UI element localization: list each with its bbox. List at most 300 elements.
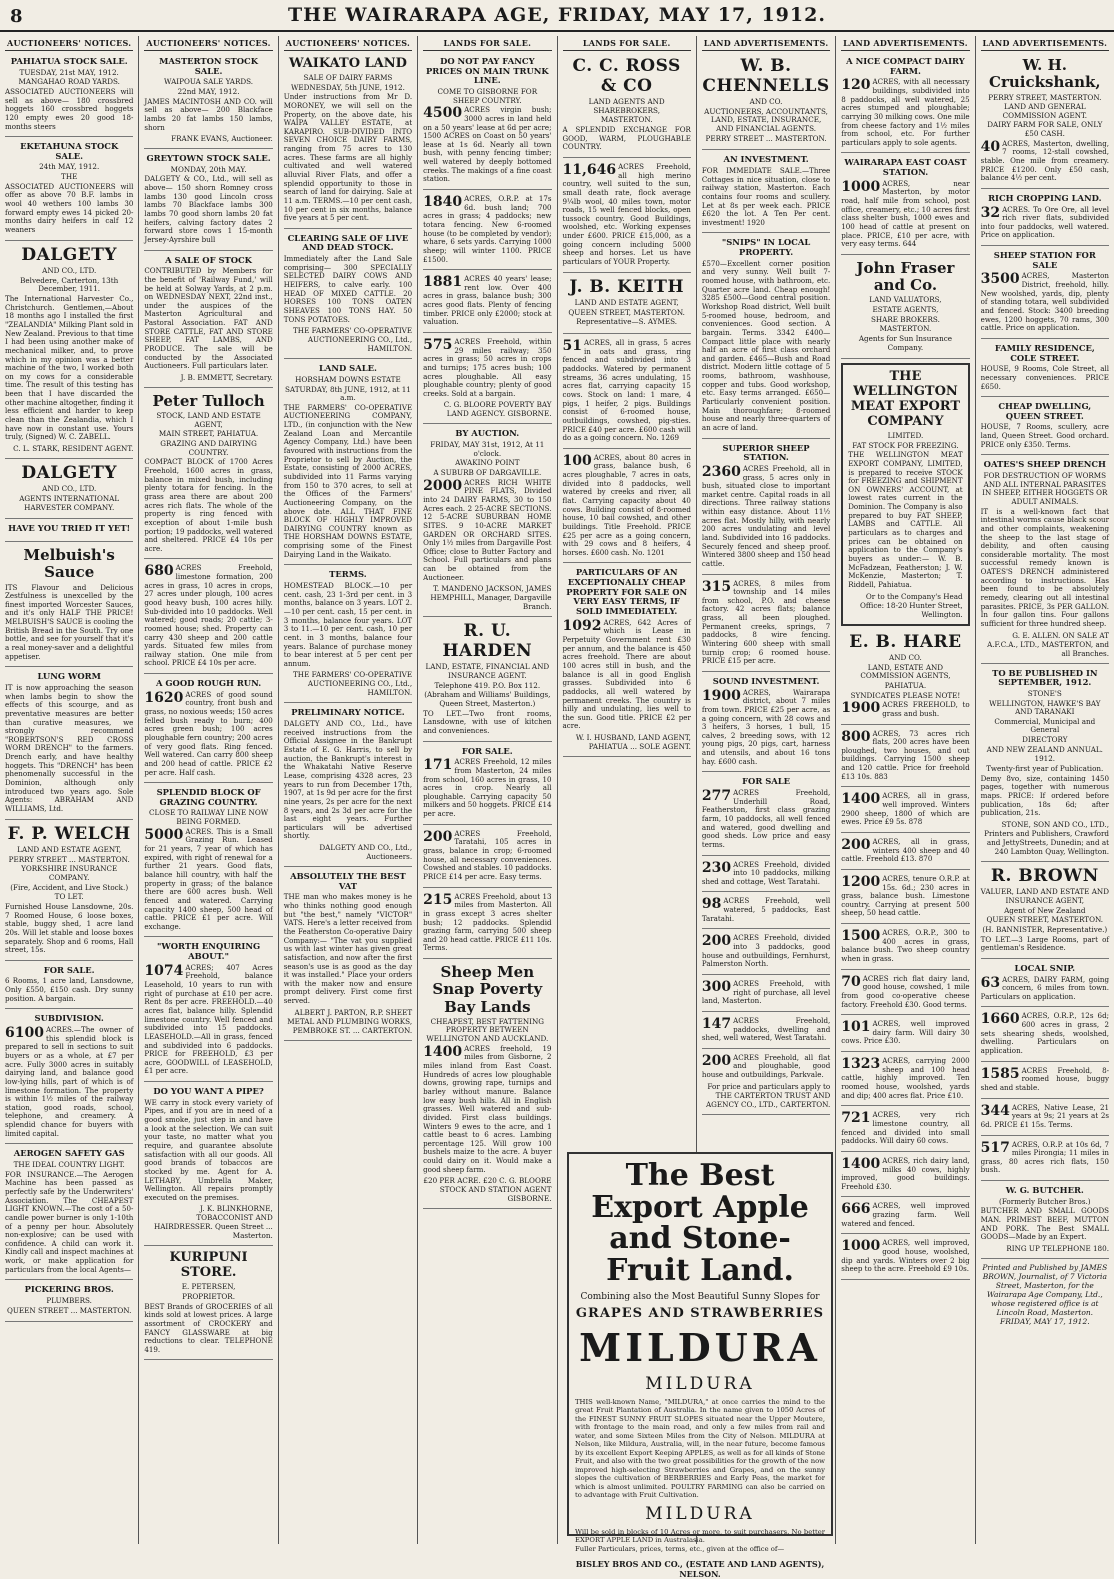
- ad-body: [981, 508, 1109, 629]
- ad-heading: DO YOU WANT A PIPE?: [153, 1086, 264, 1097]
- ad-body-text: ACRES 40 years' lease; rent low. Over 400 acres in grass, balance bush; 300 acres good flats. Plenty of fencing timber. PRICE only £2000; stock at valuation.: [423, 274, 552, 327]
- advertisement: [563, 565, 691, 757]
- advertisement: [423, 619, 551, 741]
- ad-body: [423, 479, 551, 583]
- acreage-figure: 101: [841, 1019, 871, 1036]
- ad-subheading: GRAZING AND DAIRYING COUNTRY.: [160, 439, 257, 457]
- ad-body-text: WE carry in stock every variety of Pipes, and if you are in need of a good smoke, just step in and have a look at the selection. We can suit your taste, no matter what you require, and guarantee absolute satisfaction with all our goods. All good brands of tobaccos are stocked by me. Agent for A. LETHABY, Umbrella Maker, Wellington. All repairs promptly executed on the premises.: [144, 1097, 273, 1202]
- acreage-figure: 277: [701, 788, 732, 805]
- column-heading: AUCTIONEERS' NOTICES.: [284, 38, 412, 51]
- advertisement: [5, 963, 133, 1010]
- ad-body-text: ACRES, very rich limestone country, all fenced and divided into small paddocks. Will dairy 60 cows.: [841, 1110, 970, 1146]
- ad-subheading: THE IDEAL COUNTRY LIGHT.: [13, 1160, 125, 1170]
- ad-heading: W. H. Cruickshank,: [989, 56, 1101, 92]
- ad-subheading: QUEEN STREET, MASTERTON.: [568, 307, 685, 317]
- ad-subheading: SHARE BROKERS.: [870, 314, 940, 324]
- ad-body-text: FOR IMMEDIATE SALE.—Three Cottages in nice situation, close to railway station, Masterton. Each contains four rooms and scullery. Let at 8s per week each. PRICE £620 the lot. A Ten Per cent. investment! 1920: [701, 165, 831, 227]
- ad-body: [841, 1239, 969, 1274]
- ad-body-text: ACRES Freehold, divided into 10 paddocks, milking shed and cottage, West Taratahi.: [701, 859, 831, 886]
- advertisement: [423, 335, 551, 424]
- advertisement: [5, 139, 133, 240]
- ad-body: [841, 792, 969, 827]
- ad-subheading: CLOSE TO RAILWAY LINE NOW BEING FORMED.: [148, 808, 269, 827]
- ad-heading: MASTERTON STOCK SALE.: [159, 56, 258, 76]
- acreage-figure: 4500: [423, 105, 463, 122]
- ad-body-text: Under instructions from Mr D. MORONEY, we will sell on the Property, on the above date, his WAIPA VALLEY ESTATE, at KARAPIRO. SUB-DIVIDED INTO SEVEN CHOICE DAIRY FARMS, ranging from 75 acres to 130 acres. These farms are all highly cultivated and well watered alluvial River Flats, and offer a splendid opportunity to those in search of land for dairying. Sale at 11 a.m. TERMS.—10 per cent cash, 10 per cent in six months, balance five years at 5 per cent.: [283, 92, 413, 223]
- ad-body: [563, 339, 691, 443]
- ad-body-text: ASSOCIATED AUCTIONEERS will offer as above 70 B.F. lambs in wool 40 wethers 100 lambs 30 forward empty ewes 14 picked 20-months dairy heifers in calf 12 weaners: [5, 181, 134, 234]
- ad-subheading: TUESDAY, 21st MAY, 1912.: [19, 67, 119, 77]
- ad-subheading: (Fire, Accident, and Live Stock.): [10, 882, 129, 892]
- advertisement: [144, 1248, 272, 1360]
- ad-body: [144, 267, 272, 371]
- ad-body: [5, 977, 133, 1003]
- ad-body-text: ACRES Freehold, Taratahi, 105 acres in grass, balance in crop; 6-roomed house, all necessary conveniences. Cowshed and stables. 10 paddocks. PRICE £14 per acre. Easy terms.: [423, 828, 552, 881]
- ad-subheading: PROPRIETOR.: [182, 1291, 235, 1301]
- ad-body: [144, 458, 272, 553]
- ad-heading: LUNG WORM: [37, 671, 101, 682]
- acreage-figure: 200: [841, 836, 871, 853]
- ad-body: [848, 451, 962, 589]
- ad-subheading: AND CO., LTD.: [42, 266, 97, 276]
- ad-body-text: ACRES, carrying 2000 sheep and 100 head cattle, highly improved. Ten roomed house, woolshed, yards and dip; 400 acres flat. Price £10.: [841, 1056, 970, 1100]
- ad-subheading: PERRY STREET, MASTERTON.: [988, 92, 1102, 102]
- ad-body: [841, 78, 969, 147]
- ad-body: [841, 1057, 969, 1100]
- ad-body: [981, 1207, 1109, 1242]
- ad-subheading: QUEEN STREET, MASTERTON.: [986, 915, 1104, 925]
- ad-body-text: ACRES, O.R.P., 12s 6d; 600 acres in grass, 2 sets shearing sheds, woolshed, dwelling. Particulars on application.: [980, 1011, 1109, 1056]
- ad-heading: THE WELLINGTON MEAT EXPORT COMPANY: [850, 369, 961, 430]
- ad-body: [144, 828, 272, 932]
- acreage-figure: 1074: [144, 962, 184, 979]
- ad-heading: SPLENDID BLOCK OF GRAZING COUNTRY.: [156, 787, 261, 807]
- ad-heading: ABSOLUTELY THE BEST VAT: [290, 871, 406, 891]
- ad-heading: DO NOT PAY FANCY PRICES ON MAIN TRUNK LINE.: [425, 56, 549, 86]
- ad-body: [5, 295, 133, 442]
- ad-body-text: ACRES.—The owner of this splendid block is prepared to sell in sections to suit buyers or as a whole, at £7 per acre. Fully 3000 acres in suitably dairying land, and balance good low-lying hills, part of which is of limestone formation. The property is within 1½ miles of the railway station, good roads, school, telephone, and creamery. A splendid chance for buyers with limited capital.: [5, 1025, 134, 1138]
- advertisement: [702, 894, 830, 929]
- ad-subheading: 24th MAY, 1912.: [39, 162, 100, 172]
- acreage-figure: 70: [841, 973, 861, 990]
- advertisement: [981, 961, 1109, 1008]
- ad-heading: C. C. ROSS & CO: [572, 56, 681, 96]
- ad-heading: E. B. HARE: [849, 631, 962, 652]
- acreage-figure: 51: [562, 338, 582, 355]
- column-heading: LANDS FOR SALE.: [423, 38, 551, 51]
- ad-body: [284, 720, 412, 841]
- ad-body-text: Immediately after the Land Sale comprising— 300 SPECIALLY SELECTED DAIRY COWS AND HEIFERS, to calve early. 100 HEAD OF MIXED CATTLE. 20 HORSES 100 TONS OATEN SHEAVES 100 TONS HAY. 50 TONS POTATOES.: [283, 254, 413, 324]
- advertisement: [981, 666, 1109, 862]
- advertisement: [144, 54, 272, 149]
- ad-body-text: ACRES Freehold, all high merino country, well suited to the sun, small death rate, flock average 9¼lb wool, 40 miles town, motor roads, 15 well fenced blocks, open tussock country. Good Buildings, woolshed, etc. Working expenses under £600. PRICE £15,000, as a going concern including 5000 sheep and horses. Let us have particulars of YOUR Property.: [562, 161, 691, 266]
- column-4: [418, 36, 557, 1544]
- ad-heading: R. U. HARDEN: [442, 621, 533, 661]
- ad-heading: WAIKATO LAND: [288, 56, 407, 71]
- advertisement: [5, 461, 133, 519]
- ad-heading: W. B. CHENNELLS: [702, 56, 830, 96]
- advertisement: [981, 1183, 1109, 1259]
- ad-heading: OATES'S SHEEP DRENCH: [983, 459, 1106, 470]
- ad-body-text: ACRES, all in grass, 5 acres in oats and grass, ring fenced and subdivided into 3 paddocks. Watered by permanent streams, 36 acres undulating, 15 acres flat, carrying capacity 15 cows. Stock on land: 1 mare, 4 pigs, 1 heifer, 2 pigs. Buildings consist of 6-roomed house, outbuildings, cowshed, pig-sties. PRICE £40 per acre. £600 cash will do as a going concern. No. 1269: [562, 338, 691, 443]
- advertisement: [423, 744, 551, 825]
- ad-body-text: ACRES, Masterton, dwelling, 7 rooms, 12-stall cowshed, stable. One mile from creamery. PRICE £1200. Only £50 cash, balance 4½ per cent.: [980, 138, 1109, 183]
- advertisement: [841, 54, 969, 153]
- ad-subheading: FOR DESTRUCTION OF WORMS AND ALL INTERNAL PARASITES IN SHEEP, EITHER HOGGETS OR ADULT ANIMALS.: [982, 471, 1108, 506]
- ad-body: [841, 730, 969, 782]
- ad-body: [5, 684, 133, 814]
- ad-body: [563, 163, 691, 267]
- ad-subheading: HORSHAM DOWNS ESTATE: [295, 374, 401, 384]
- ad-body-text: £570—Excellent corner position and very sunny. Well built 7-roomed house, with bathroom, etc. Quarter acre land. Cheap enough! 3285 £500—Good central position. Workshop Road district, Well built 5-roomed house, bedroom, and conveniences. Good section. A bargain. Terms. 3342 £400—Compact little place with nearly half an acre of first class orchard and garden. £465—Bush and Road district. Modern little cottage of 5 rooms, bathroom, washhouse, copper and tubs. Good workshop, etc. Easy terms arranged. £650—Particularly convenient position. Main thoroughfare; 8-roomed house and nearly three-quarters of an acre of land.: [701, 258, 831, 432]
- acreage-figure: 721: [841, 1110, 871, 1127]
- ad-heading: LAND SALE.: [318, 363, 377, 374]
- ad-body-text: ACRES freehold, 19 miles from Gisborne, 2 miles inland from East Coast. Hundreds of acres low ploughable downs, growing rape, turnips and barley without manure. Balance low easy bush hills. All in English grasses. Well watered and sub-divided. First class buildings. Winters 9 ewes to the acre, and 1 cattle beast to 6 acres. Lambing percentage 125. Will grow 100 bushels maize to the acre. A buyer could dairy on it. Would make a good sheep farm.: [423, 1043, 552, 1174]
- ad-body-text: IT is now approaching the season when lambs begin to show the effects of this scourge, and as preventative measures are better than curative measures, we strongly recommend "ROBERTSON'S RED CROSS WORM DRENCH" to the farmers. Drench early, and have healthy hoggets. This "DRENCH" has been phenomenally successful in the Dominion, although only introduced two years ago. Sole Agents: ABRAHAM AND WILLIAMS, Ltd.: [5, 682, 134, 813]
- advertisement: [423, 272, 551, 333]
- ad-heading: R. BROWN: [990, 865, 1099, 886]
- advertisement: [702, 977, 830, 1012]
- ad-heading: FOR SALE: [742, 776, 791, 787]
- acreage-figure: 200: [701, 1052, 732, 1069]
- ad-body: [563, 126, 691, 152]
- ad-heading: J. B. KEITH: [569, 276, 685, 297]
- apple-ad-line2: GRAPES AND STRAWBERRIES: [575, 1306, 825, 1321]
- apple-ad-text: THIS well-known Name, "MILDURA," at once carries the mind to the great Fruit Plantation of Australia. In the name given to 1050 Acres of the FINEST SUNNY FRUIT SLOPES situated near the Upper Moutere, with frontage to the main road, and only a few miles from rail and water, and some Sixteen Miles from the City of Nelson. MILDURA at Nelson, like Mildura, Australia, will, in the near future, become famous by its excellent Export Keeping APPLES, as well as for all kinds of Stone Fruit, and also with the two great possibilities for the growth of the now improved high-selecting Strawberries and Grapes, and on the sunny slopes the cultivation of BERBERRIES and Early Peas, the market for which is almost unlimited. POULTRY FARMING can also be carried on to advantage with Fruit Cultivation.: [575, 1398, 825, 1500]
- advertisement: [144, 1084, 272, 1246]
- ad-body: [423, 195, 551, 264]
- ad-body-text: ACRES rich flat dairy land, good house, cowshed, 1 mile from good co-operative cheese factory. Freehold £30. Good terms.: [841, 973, 970, 1009]
- ad-body: [144, 1099, 272, 1203]
- ad-subheading: MASTERTON.: [879, 324, 932, 334]
- ad-body-text: ITS Flavour and Delicious Zestfulness is unexcelled by the finest imported Worcester Sauces, and it's only HALF THE PRICE! MELBUISH'S SAUCE is cooling the British Bread in the South. Try one bottle, and see for yourself that it's a real money-saver and a delightful appetiser.: [5, 582, 134, 661]
- ad-body-text: ACRES. This is a Small Grazing Run. Leased for 21 years, 7 year of which has expired, with right of renewal for a further 21 years. Good flats, balance hill country, with half the property in grass; of the balance there are 600 acres bush. Well fenced and watered. Carrying capacity 1400 sheep, 500 head of cattle. PRICE £1 per acre. Will exchange.: [144, 826, 273, 931]
- advertisement: [702, 931, 830, 975]
- ad-heading: Peter Tulloch: [152, 391, 265, 410]
- ad-subheading: AND CO., LTD.: [42, 484, 97, 494]
- ad-subheading: WELLINGTON, HAWKE'S BAY AND TARANAKI: [989, 698, 1101, 717]
- ad-body: [981, 1104, 1109, 1130]
- ad-body-text: ACRES Freehold, about 13 miles from Masterton. All in grass except 3 acres shelter bush; 12 paddocks. Splendid grazing farm, carrying 500 sheep and 20 head cattle. PRICE £11 10s. Terms.: [423, 891, 552, 953]
- ad-body-text: Demy 8vo, size, containing 1450 pages, together with numerous maps. PRICE: If ordered before publication, 18s 6d; after publication, 21s.: [980, 773, 1109, 818]
- ad-subheading: DIRECTORY: [1022, 735, 1068, 745]
- ad-body-text: TO LET.—Two front rooms, Lansdowne, with use of kitchen and conveniences.: [423, 708, 552, 735]
- column-2: [139, 36, 278, 1544]
- ad-heading: PRELIMINARY NOTICE.: [291, 707, 405, 718]
- ad-body-text: ACRES FREEHOLD, to grass and bush.: [882, 700, 970, 718]
- acreage-figure: 120: [841, 77, 871, 94]
- ad-subheading: CHEAPEST, BEST FATTENING PROPERTY BETWEEN WELLINGTON AND AUCKLAND.: [426, 1016, 549, 1044]
- acreage-figure: 1400: [841, 791, 881, 808]
- advertisement: [841, 727, 969, 788]
- ad-subheading: 1912.: [1034, 754, 1056, 764]
- acreage-figure: 3500: [980, 271, 1020, 288]
- advertisement: [841, 363, 969, 625]
- ad-subheading: Telephone 419. P.O. Box 112.: [434, 680, 541, 690]
- ad-subheading: YORKSHIRE INSURANCE COMPANY.: [21, 864, 118, 883]
- ad-subheading: Representative—S. AYMES.: [576, 317, 678, 327]
- ad-body: [144, 964, 272, 1076]
- ad-heading: SUBDIVISION.: [34, 1013, 104, 1024]
- advertisement: [981, 191, 1109, 246]
- ad-signature: THE FARMERS' CO-OPERATIVE AUCTIONEERING CO., Ltd., HAMILTON.: [293, 670, 413, 698]
- ad-body: [423, 106, 551, 184]
- acreage-figure: 215: [423, 891, 453, 908]
- ad-body-text: ACRES RICH WHITE PINE FLATS, Divided into 24 DAIRY FARMS, 30 to 150 Acres each. 2 25-ACRE SECTIONS. 12 5-ACRE SUBURBAN HOME SITES. 9 10-ACRE MARKET GARDEN OR ORCHARD SITES. Only 1½ miles from Dargaville Post Office; close to Butter Factory and School. Full particulars and plans can be obtained from the Auctioneer.: [423, 477, 552, 582]
- advertisement: [702, 1014, 830, 1049]
- ad-body: [423, 758, 551, 818]
- ad-body: [702, 897, 830, 923]
- ad-body-text: ACRES Freehold, all in grass, 5 acres only in bush, situated close to important market centre. Capital roads in all directions. Three railway stations within easy distance. About 11½ acres flat. Mostly hilly, with nearly 200 acres undulating and level land. Subdivided into 16 paddocks. Securely fenced and sheep proof. Wintered 3800 sheep and 150 head cattle.: [701, 463, 831, 568]
- ad-body-text: 6 Rooms, 1 acre land, Lansdowne, Only £550, £150 cash. Dry sunny position. A bargain.: [5, 976, 134, 1003]
- ad-body: [423, 710, 551, 736]
- advertisement: [841, 1108, 969, 1152]
- ad-body: [423, 1045, 551, 1175]
- acreage-figure: 200: [701, 933, 732, 950]
- advertisement: [981, 457, 1109, 663]
- acreage-figure: 98: [701, 896, 722, 913]
- ad-body-text: ACRES, O.R.P. at 17s 6d. bush land; 700 acres in grass; 4 paddocks; new totara fencing. New 6-roomed house (to be completed by vendor); whare, 6 sets yards. Carrying 1000 sheep; will winter 1100. PRICE £1500.: [423, 194, 552, 264]
- ad-subheading: MONDAY, 20th MAY.: [170, 164, 247, 174]
- ad-subheading: AND CO.: [889, 653, 922, 663]
- ad-body: [144, 175, 272, 244]
- ad-heading: HAVE YOU TRIED IT YET!: [8, 523, 131, 534]
- ad-heading: PICKERING BROS.: [24, 1284, 114, 1295]
- ad-body: [841, 701, 969, 718]
- ad-body-text: ASSOCIATED AUCTIONEERS will sell as above— 180 crossbred hoggets 160 crossbred hoggets 120 empty ewes 20 good 18-months steers: [5, 86, 134, 131]
- ad-body: [284, 893, 412, 1005]
- column-heading: AUCTIONEERS' NOTICES.: [5, 38, 133, 51]
- ad-subheading: Agents for Sun Insurance Company.: [858, 333, 952, 352]
- advertisement: [5, 669, 133, 819]
- ad-body-text: ACRES Freehold, Underhill Road, Featherston, first class grazing farm, 10 paddocks, all well fenced and watered, good dwelling and good sheds. Low price and easy terms.: [701, 788, 831, 849]
- ad-heading: TERMS.: [329, 569, 367, 580]
- ad-heading: DALGETY: [21, 244, 118, 265]
- ad-body-text: THE man who makes money is he who thinks nothing good enough but "the best," namely "VICTOR" VATS. Here's a letter received from the Featherston Co-operative Dairy Company:— "The vat you supplied us with last winter has given great satisfaction, and now after the first season's use is as good as the day it was installed." Place your orders with the maker now and ensure prompt delivery. First come first served.: [283, 892, 413, 1006]
- advertisement: [702, 774, 830, 855]
- advertisement: [5, 243, 133, 459]
- ad-body-text: ACRES Freehold, all flat and ploughable, good house and outbuildings, Parkvale.: [701, 1052, 831, 1080]
- ad-body: [981, 140, 1109, 183]
- ad-heading: FAMILY RESIDENCE, COLE STREET.: [994, 342, 1095, 363]
- column-8: [976, 36, 1114, 1544]
- apple-ad-mildura-2: MILDURA: [645, 1374, 755, 1394]
- ad-body: [981, 365, 1109, 391]
- ad-body: [981, 1067, 1109, 1093]
- ad-subheading: TO LET.: [54, 892, 84, 902]
- acreage-figure: 1323: [841, 1056, 881, 1073]
- ad-heading: F. P. WELCH: [7, 823, 131, 844]
- ad-body-text: ACRES, 8 miles from township and 14 miles from school, P.O. and cheese factory. 42 acres flats; balance grass, all been ploughed. Permanent creeks, springs, 7 paddocks, 8 wire fencing. Wintering 600 sheep with small turnip crop; 6 roomed house. PRICE £15 per acre.: [701, 578, 831, 666]
- ad-heading: A NICE COMPACT DAIRY FARM.: [846, 56, 965, 76]
- ad-body-text: ACRES, 73 acres rich flats, 200 acres have been ploughed, two houses, and out buildings. Carrying 1500 sheep and 120 cattle. Price for freehold £13 10s. 883: [841, 728, 970, 781]
- ad-subheading: 22nd MAY, 1912.: [177, 86, 240, 96]
- ad-body-text: CONTRIBUTED by Members for the benefit of 'Railway Fund,' will be held at Solway Yards, at 2 p.m. on WEDNESDAY NEXT, 22nd inst., under the auspices of the Masterton Agricultural and Pastoral Association. FAT AND STORE CATTLE, FAT AND STORE SHEEP, FAT LAMBS, AND PRODUCE. The sale will be conducted by the Associated Auctioneers. Full particulars later.: [144, 266, 273, 371]
- ad-body-text: BUTCHER AND SMALL GOODS MAN. PRIMEST BEEF, MUTTON AND PORK. The Best SMALL GOODS—Made by an Expert.: [980, 1206, 1109, 1242]
- ad-body-text: ACRES of good sound country, front bush and grass, no noxious weeds; 150 acres felled bush ready to burn; 400 acres green bush; 100 acres ploughable fern country; 200 acres of very good flats. Ring fenced. Well watered. Can carry 800 sheep and 200 head of cattle. PRICE £2 per acre. Half cash.: [144, 689, 273, 777]
- advertisement: [423, 426, 551, 617]
- ad-subheading: THE: [61, 172, 78, 182]
- acreage-figure: 230: [701, 859, 732, 876]
- advertisement: [5, 544, 133, 667]
- ad-body: [841, 975, 969, 1010]
- acreage-figure: 147: [701, 1015, 732, 1032]
- apple-ad-foot3: BISLEY BROS AND CO., (ESTATE AND LAND AGENTS), NELSON.: [575, 1559, 825, 1579]
- ad-subheading: LAND AND ESTATE AGENT,: [574, 298, 679, 308]
- ad-body-text: HOUSE, 7 Rooms, scullery, acre land, Queen Street. Good orchard. PRICE only £350. Terms.: [980, 422, 1109, 449]
- acreage-figure: 315: [701, 578, 732, 595]
- advertisement: [284, 567, 412, 703]
- ad-heading: SHEEP STATION FOR SALE: [993, 250, 1096, 270]
- ad-body-text: ACRES Freehold, 8-roomed house, buggy shed and stable.: [980, 1065, 1109, 1092]
- ad-body-text: JAMES MACINTOSH AND CO. will sell as above— 200 Blackface lambs 20 fat lambs 150 lambs, shorn: [144, 96, 273, 132]
- ad-body-text: ACRES; 407 Acres Freehold, balance Leasehold, 10 years to run with right of purchase at £10 per acre. Rent 8s per acre. FREEHOLD.—40 acres flat, balance hilly. Splendid limestone country. Well fenced and subdivided into 15 paddocks. LEASEHOLD.—All in grass, fenced and subdivided into 6 paddocks. PRICE for FREEHOLD, £3 per acre, GOODWILL of LEASEHOLD, £1 per acre.: [144, 962, 273, 1076]
- ad-body-text: ACRES, Wairarapa district, about 7 miles from town. PRICE £25 per acre, as a going concern, with 28 cows and 3 heifers, 3 horses, 1 bull, 15 calves, 2 breeding sows, with 12 young pigs, 20 pigs, cart, harness and utensils, and about 16 tons hay. £600 cash.: [701, 687, 831, 766]
- ad-signature: For price and particulars apply to THE CARTERTON TRUST AND AGENCY CO., LTD., CARTERTON.: [705, 1081, 831, 1109]
- advertisement: [702, 235, 830, 438]
- advertisement: [5, 1011, 133, 1144]
- advertisement: [702, 577, 830, 672]
- ad-subheading: LAND AND GENERAL COMMISSION AGENT.: [1002, 102, 1088, 120]
- advertisement: [144, 561, 272, 674]
- ad-body-text: The International Harvester Co., Christchurch. Gentlemen,—About 18 months ago I installed the first "ZEALANDIA" Milking Plant sold in New Zealand. Previous to that time I had been using another make of mechanical milker, and, to prove which in my opinion was a better machine of the two, I worked both on my cows for a considerable time. The result of this testing has been that I have discarded the other machine altogether, finding it less efficient and harder to keep clean than the Zealandia, which I have now in constant use. Yours truly, (Signed) W. C. ZABELL.: [5, 294, 134, 442]
- ad-subheading: STOCK, LAND AND ESTATE AGENT,: [156, 411, 261, 429]
- advertisement: [423, 890, 551, 959]
- advertisement: [841, 926, 969, 970]
- apple-ad-mildura: MILDURA: [579, 1325, 821, 1370]
- ad-body: [841, 1111, 969, 1146]
- ad-body-text: ACRES, O.R.P. at 10s 6d, 7 miles Pirongia; 11 miles in grass, 80 acres rich flats, 150 bush.: [980, 1139, 1109, 1175]
- acreage-figure: 1900: [841, 700, 881, 717]
- ad-signature: FRANK EVANS, Auctioneer.: [171, 134, 273, 144]
- ad-subheading: Commercial, Municipal and General: [994, 716, 1096, 735]
- acreage-figure: 1620: [144, 689, 184, 706]
- advertisement: [841, 257, 969, 359]
- ad-heading: PARTICULARS OF AN EXCEPTIONALLY CHEAP PROPERTY FOR SALE ON VERY EASY TERMS, IF SOLD IMMEDIATELY.: [566, 567, 688, 617]
- ad-heading: WAIRARAPA EAST COAST STATION.: [844, 157, 967, 178]
- ad-body: [5, 88, 133, 131]
- ad-subheading: MAIN STREET, PAHIATUA.: [158, 429, 259, 439]
- acreage-figure: 6100: [5, 1025, 44, 1042]
- acreage-figure: 575: [423, 336, 453, 353]
- acreage-figure: 11,646: [562, 161, 617, 178]
- column-7: [836, 36, 975, 1544]
- ad-heading: SOUND INVESTMENT.: [712, 675, 820, 686]
- advertisement: [841, 789, 969, 833]
- advertisement: [563, 54, 691, 158]
- mildura-apple-land-ad: [567, 1152, 833, 1579]
- advertisement: [423, 961, 551, 1209]
- advertisement: [841, 1054, 969, 1106]
- column-1: [0, 36, 139, 1544]
- ad-heading: GREYTOWN STOCK SALE.: [146, 153, 271, 164]
- apple-ad-foot2: Fuller Particulars, prices, terms, etc., given at the office of—: [575, 1544, 785, 1553]
- acreage-figure: 1000: [841, 178, 881, 195]
- ad-subheading: LAND AND ESTATE AGENT,: [17, 845, 122, 855]
- ad-body: [981, 423, 1109, 449]
- ad-subheading: LAND VALUATORS,: [869, 295, 942, 305]
- ad-body: [981, 976, 1109, 1002]
- ad-subheading: (Formerly Butcher Bros.): [999, 1196, 1091, 1206]
- acreage-figure: 1092: [562, 617, 602, 634]
- ad-heading: DALGETY: [21, 462, 118, 483]
- ad-subheading: PAHIATUA.: [884, 680, 927, 690]
- ad-body: [702, 465, 830, 569]
- ad-body: [423, 830, 551, 882]
- ad-heading: EKETAHUNA STOCK SALE.: [20, 141, 119, 161]
- acreage-figure: 1500: [841, 928, 881, 945]
- ad-body: [702, 1054, 830, 1080]
- ad-signature: J. B. EMMETT, Secretary.: [180, 372, 273, 382]
- ad-subheading: AWAKINO POINT: [455, 458, 520, 468]
- advertisement: [5, 1282, 133, 1322]
- ad-subheading: ESTATE AGENTS,: [872, 305, 939, 315]
- acreage-figure: 1840: [423, 194, 463, 211]
- advertisement: [702, 1051, 830, 1115]
- ad-body-text: ACRES, all in grass, well improved. Winters 2900 sheep, 1800 of which are ewes. Price £9 5s. 878: [841, 791, 970, 827]
- ad-subheading: QUEEN STREET ... MASTERTON.: [6, 1305, 132, 1315]
- ad-body: [284, 582, 412, 668]
- ad-body: [981, 1012, 1109, 1055]
- advertisement: [284, 361, 412, 565]
- advertisement: [423, 192, 551, 270]
- acreage-figure: 300: [701, 978, 732, 995]
- advertisement: [841, 1017, 969, 1052]
- ad-body-text: HOUSE, 9 Rooms, Cole Street, all necessary conveniences. PRICE £650.: [980, 364, 1109, 391]
- ad-heading: CHEAP DWELLING, QUEEN STREET.: [998, 401, 1092, 421]
- page-number: 8: [10, 6, 23, 27]
- ad-subheading: LAND, ESTATE, FINANCIAL AND INSURANCE AGENT.: [425, 662, 550, 681]
- acreage-figure: 344: [980, 1102, 1010, 1119]
- ad-heading: "WORTH ENQUIRING ABOUT.": [156, 941, 261, 962]
- ad-heading: SUPERIOR SHEEP STATION.: [722, 442, 810, 463]
- masthead: [0, 0, 1114, 32]
- acreage-figure: 5000: [144, 826, 184, 843]
- publisher-imprint: Printed and Published by JAMES BROWN, Journalist, of 7 Victoria Street, Masterton, for the Wairarapa Age Company, Ltd., whose registered office is at Lincoln Road, Masterton. FRIDAY, MAY 17, 1912.: [982, 1262, 1108, 1326]
- advertisement: [284, 231, 412, 359]
- ad-body: [702, 1017, 830, 1043]
- ad-subheading: PERRY STREET ... MASTERTON.: [8, 854, 130, 864]
- acreage-figure: 1585: [980, 1065, 1020, 1082]
- advertisement: [563, 160, 691, 273]
- ad-body-text: ACRES, all in grass, winters 400 sheep and 40 cattle. Freehold £13. 870: [841, 836, 970, 864]
- ad-signature: THE FARMERS' CO-OPERATIVE AUCTIONEERING CO., Ltd., HAMILTON.: [293, 326, 413, 354]
- ad-subheading: SYNDICATES PLEASE NOTE!: [850, 690, 961, 700]
- ad-body: [702, 789, 830, 849]
- ad-body: [5, 584, 133, 662]
- ad-body: [841, 875, 969, 918]
- advertisement: [841, 835, 969, 870]
- ad-heading: AN INVESTMENT.: [723, 154, 809, 165]
- ad-subheading: SALE OF DAIRY FARMS: [303, 72, 393, 82]
- ad-body-text: ACRES, well improved, good house, woolshed, dip and yards. Winters over 2 big sheep to the acre. Freehold £9 10s.: [841, 1238, 970, 1274]
- ad-body: [981, 206, 1109, 241]
- ad-subheading: (Abraham and Williams' Buildings, Queen Street, Masterton.): [424, 690, 551, 709]
- acreage-figure: 1660: [980, 1011, 1020, 1028]
- ad-subheading: PLUMBERS.: [46, 1296, 92, 1306]
- ad-subheading: Belvedere, Carterton, 13th December, 1911.: [20, 275, 119, 294]
- ad-body: [563, 619, 691, 731]
- ad-body-text: ACRES, DAIRY FARM, going concern, 6 miles from town. Particulars on application.: [980, 974, 1109, 1001]
- ad-subheading: SATURDAY, 8th JUNE, 1912, at 11 a.m.: [284, 384, 411, 403]
- ad-body: [702, 861, 830, 887]
- column-heading: LAND ADVERTISEMENTS.: [981, 38, 1109, 51]
- ad-body-text: THE WELLINGTON MEAT EXPORT COMPANY, LIMITED, is prepared to receive STOCK for FREEZING and SHIPMENT ON OWNERS' ACCOUNT, at lowest rates current in the Dominion. The Company is also prepared to buy FAT SHEEP, LAMBS and CATTLE. All particulars as to charges and prices can be obtained on application to the Company's buyers as under:— W. B. McFadzean, Featherston; J. W. McKenzie, Masterton; T. Riddell, Pahiatua.: [848, 450, 963, 589]
- ad-subheading: AND CO.: [749, 97, 783, 107]
- ad-body-text: ACRES, 642 Acres of which is Lease in Perpetuity Government rent £30 per annum, and the balance is 450 acres freehold. There are about 100 acres still in bush, and the balance is all in good English grasses. Subdivided into 6 paddocks, all well watered by permanent creeks. The country is hilly and undulating, lies well to the sun. Good title. PRICE £2 per acre.: [562, 617, 691, 731]
- advertisement: [144, 253, 272, 388]
- ad-body: [702, 934, 830, 969]
